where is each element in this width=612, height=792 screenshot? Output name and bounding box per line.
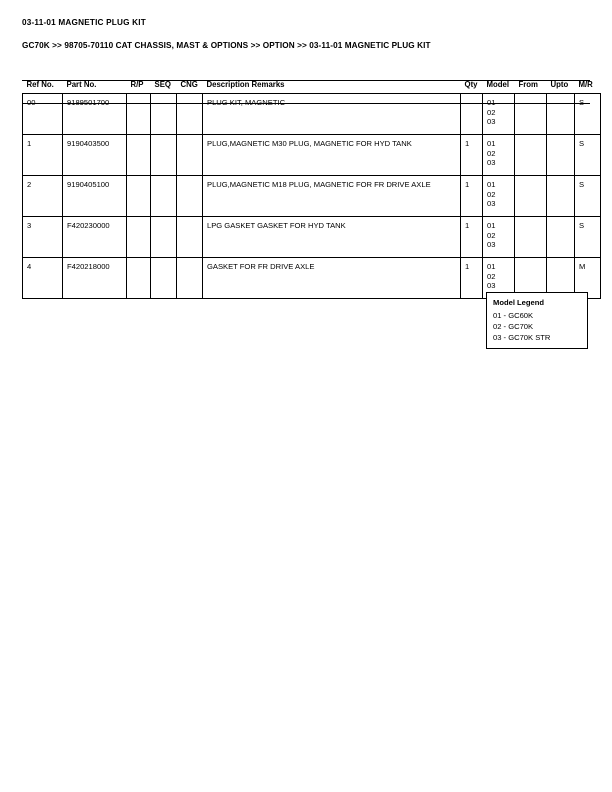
cell-rp [127,258,151,299]
parts-table [22,80,601,299]
table-row[interactable] [23,135,601,176]
parts-table-wrapper [22,80,593,299]
cell-mr: S [575,176,601,217]
table-row[interactable] [23,94,601,135]
column-header-mr: M/R [578,80,593,89]
cell-rp [127,217,151,258]
cell-description: LPG GASKET GASKET FOR HYD TANK [203,217,461,258]
cell-part: 9189501700 [63,94,127,135]
column-header-part: Part No. [66,80,97,89]
model-legend-item: 03 - GC70K STR [493,333,551,342]
cell-upto [547,176,575,217]
cell-from [515,94,547,135]
cell-cng [177,135,203,176]
column-header-rp: R/P [130,80,144,89]
cell-part: 9190405100 [63,176,127,217]
cell-cng [177,176,203,217]
cell-description: PLUG KIT, MAGNETIC [203,94,461,135]
cell-qty [461,94,483,135]
cell-seq [151,135,177,176]
column-header-model: Model [486,80,510,89]
cell-model: 01 02 03 [483,217,515,258]
breadcrumb: GC70K >> 98705-70110 CAT CHASSIS, MAST & OPTIONS >> OPTION >> 03-11-01 MAGNETIC PLUG KIT [22,41,431,50]
cell-mr: S [575,217,601,258]
column-header-cng: CNG [180,80,198,89]
cell-model: 01 02 03 [483,94,515,135]
column-header-seq: SEQ [154,80,171,89]
cell-qty: 1 [461,176,483,217]
column-header-upto: Upto [550,80,569,89]
cell-cng [177,94,203,135]
cell-seq [151,176,177,217]
table-row[interactable] [23,176,601,217]
cell-qty: 1 [461,258,483,299]
table-header-row [23,80,601,94]
cell-model: 01 02 03 [483,258,515,299]
cell-cng [177,258,203,299]
column-header-description: Description Remarks [206,80,285,89]
cell-seq [151,94,177,135]
cell-part: F420218000 [63,258,127,299]
column-header-from: From [518,80,538,89]
cell-ref: 00 [23,94,63,135]
column-header-ref: Ref No. [26,80,54,89]
model-legend [486,292,588,349]
cell-from [515,217,547,258]
cell-description: PLUG,MAGNETIC M30 PLUG, MAGNETIC FOR HYD TANK [203,135,461,176]
cell-seq [151,217,177,258]
column-header-qty: Qty [464,80,478,89]
cell-from [515,135,547,176]
cell-rp [127,176,151,217]
cell-qty: 1 [461,135,483,176]
cell-upto [547,135,575,176]
cell-mr: S [575,94,601,135]
cell-part: F420230000 [63,217,127,258]
cell-ref: 3 [23,217,63,258]
model-legend-title: Model Legend [493,298,545,307]
cell-description: GASKET FOR FR DRIVE AXLE [203,258,461,299]
model-legend-item: 02 - GC70K [493,322,534,331]
cell-from [515,176,547,217]
model-legend-item: 01 - GC60K [493,311,534,320]
cell-rp [127,135,151,176]
table-row[interactable] [23,217,601,258]
cell-qty: 1 [461,217,483,258]
parts-table-body [23,94,601,299]
cell-description: PLUG,MAGNETIC M18 PLUG, MAGNETIC FOR FR DRIVE AXLE [203,176,461,217]
cell-mr: S [575,135,601,176]
cell-upto [547,94,575,135]
page-title: 03-11-01 MAGNETIC PLUG KIT [22,18,146,27]
cell-cng [177,217,203,258]
cell-model: 01 02 03 [483,176,515,217]
cell-seq [151,258,177,299]
cell-rp [127,94,151,135]
cell-upto [547,217,575,258]
parts-table-head [23,80,601,94]
cell-ref: 4 [23,258,63,299]
cell-part: 9190403500 [63,135,127,176]
cell-model: 01 02 03 [483,135,515,176]
cell-ref: 2 [23,176,63,217]
cell-ref: 1 [23,135,63,176]
cell-mr: M [575,258,601,299]
